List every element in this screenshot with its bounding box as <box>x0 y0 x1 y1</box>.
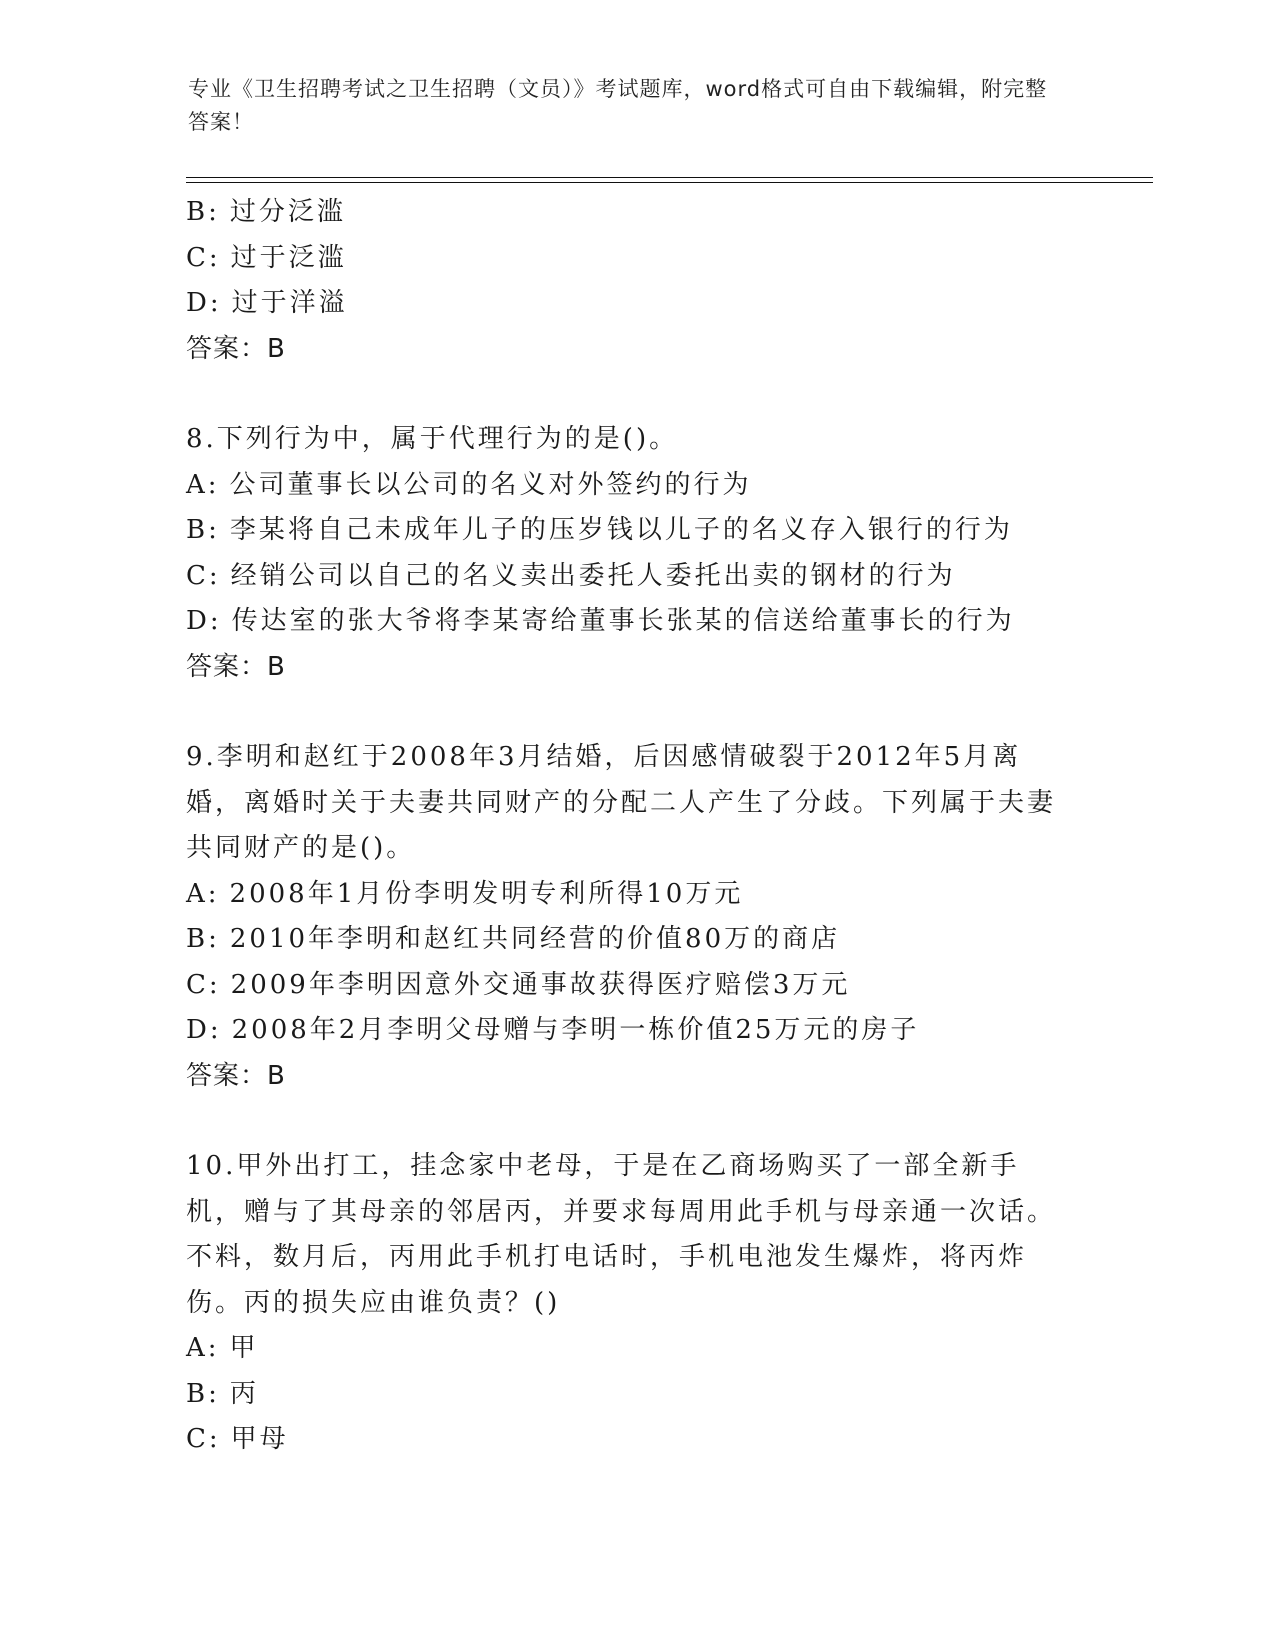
option-c: C: 过于泛滥 <box>186 242 347 273</box>
option-b: B: 过分泛滥 <box>186 197 346 227</box>
option-a: A: 甲 <box>186 1333 259 1363</box>
option-d: D: 过于洋溢 <box>186 288 348 318</box>
answer-line: 答案：B <box>186 1060 286 1091</box>
answer-line: 答案：B <box>186 333 286 364</box>
option-d: D: 传达室的张大爷将李某寄给董事长张某的信送给董事长的行为 <box>186 606 1015 636</box>
option-b: B: 丙 <box>186 1378 259 1409</box>
question-block-10 <box>186 1144 1086 1463</box>
header-divider-top <box>186 177 1153 178</box>
question-text: 10.甲外出打工，挂念家中老母，于是在乙商场购买了一部全新手机，赠与了其母亲的邻居丙，并要求每周用此手机与母亲通一次话。不料，数月后，丙用此手机打电话时，手机电池发生爆炸，将丙炸伤。丙的损失应由谁负责？() <box>186 1151 1057 1318</box>
question-block-9 <box>186 735 1086 1099</box>
option-b: B: 2010年李明和赵红共同经营的价值80万的商店 <box>186 924 841 954</box>
question-text: 8.下列行为中，属于代理行为的是()。 <box>186 424 679 454</box>
question-block-8 <box>186 417 1086 690</box>
option-a: A: 公司董事长以公司的名义对外签约的行为 <box>186 469 752 500</box>
question-block-7 <box>186 190 1086 372</box>
option-a: A: 2008年1月份李明发明专利所得10万元 <box>186 878 744 909</box>
option-b: B: 李某将自己未成年儿子的压岁钱以儿子的名义存入银行的行为 <box>186 515 1013 545</box>
option-d: D: 2008年2月李明父母赠与李明一栋价值25万元的房子 <box>186 1015 920 1045</box>
document-header: 专业《卫生招聘考试之卫生招聘（文员）》考试题库，word格式可自由下载编辑，附完整答案！ <box>188 77 1048 134</box>
option-c: C: 甲母 <box>186 1424 289 1454</box>
header-divider-bottom <box>186 182 1153 183</box>
answer-line: 答案：B <box>186 651 286 682</box>
option-c: C: 2009年李明因意外交通事故获得医疗赔偿3万元 <box>186 969 851 1000</box>
option-c: C: 经销公司以自己的名义卖出委托人委托出卖的钢材的行为 <box>186 560 956 591</box>
question-text: 9.李明和赵红于2008年3月结婚，后因感情破裂于2012年5月离婚，离婚时关于夫妻共同财产的分配二人产生了分歧。下列属于夫妻共同财产的是()。 <box>186 742 1057 863</box>
question-list <box>186 190 1086 1463</box>
